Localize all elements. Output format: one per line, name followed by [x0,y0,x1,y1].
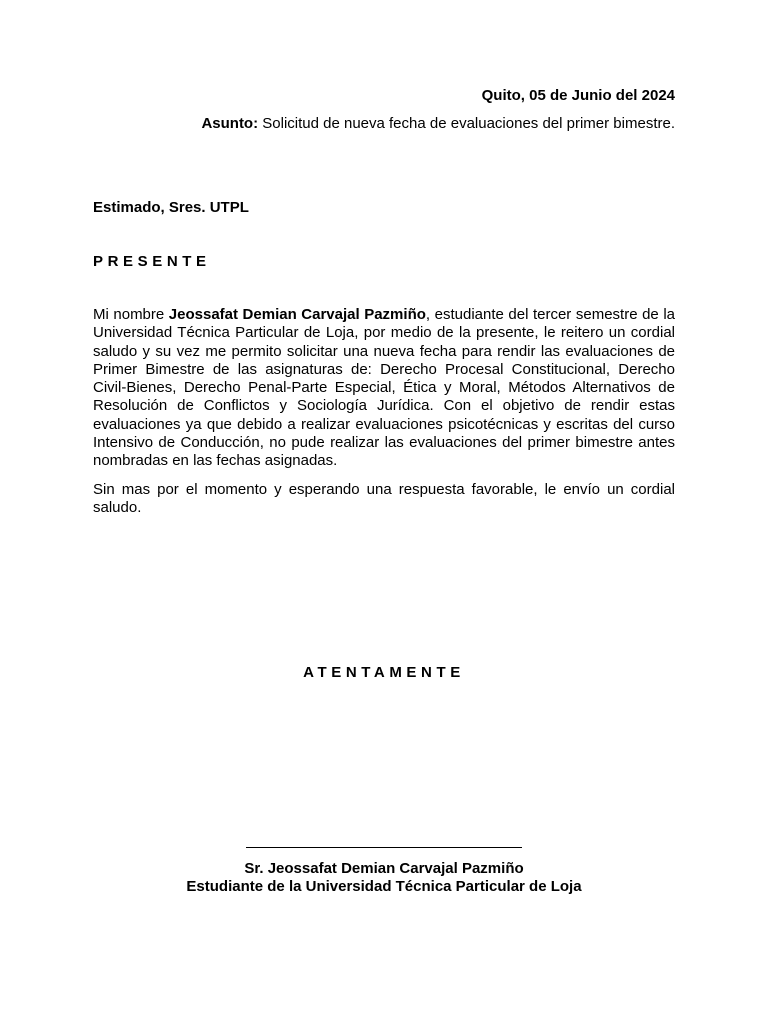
body-paragraph-1 [93,306,675,471]
closing-heading: ATENTAMENTE [303,664,465,681]
student-name: Jeossafat Demian Carvajal Pazmiño [168,306,426,323]
letter-subject [201,115,675,132]
signature-block [93,860,675,896]
signer-name: Sr. Jeossafat Demian Carvajal Pazmiño [244,860,524,877]
subject-label: Asunto: [201,115,259,132]
presente-heading: PRESENTE [93,253,211,270]
signature-line [246,847,522,848]
letter-date: Quito, 05 de Junio del 2024 [481,87,675,104]
signer-role: Estudiante de la Universidad Técnica Particular de Loja [186,878,582,895]
subject-text: Solicitud de nueva fecha de evaluaciones del primer bimestre. [258,115,675,132]
letter-body [93,306,675,517]
letter-page [93,0,675,1024]
body-request: , estudiante del tercer semestre de la Universidad Técnica Particular de Loja, por medio de la presente, le reitero un cordial saludo y su vez me permito solicitar una nueva fecha para rendir las evaluaciones de Primer Bimestre de las asignaturas de: Derecho Procesal Constitucional, Derecho Civil-Bienes, Derecho Penal-Parte Especial, Ética y Moral, Métodos Alternativos de Resolución de Conflictos y Sociología Jurídica. Con el objetivo de rendir estas evaluaciones ya que debido a realizar evaluaciones psicotécnicas y escritas del curso Intensivo de Conducción, no pude realizar las evaluaciones del primer bimestre antes nombradas en las fechas asignadas. [93,306,676,470]
body-paragraph-2: Sin mas por el momento y esperando una respuesta favorable, le envío un cordial saludo. [93,480,675,516]
letter-greeting: Estimado, Sres. UTPL [93,199,249,216]
body-intro: Mi nombre [93,306,169,323]
